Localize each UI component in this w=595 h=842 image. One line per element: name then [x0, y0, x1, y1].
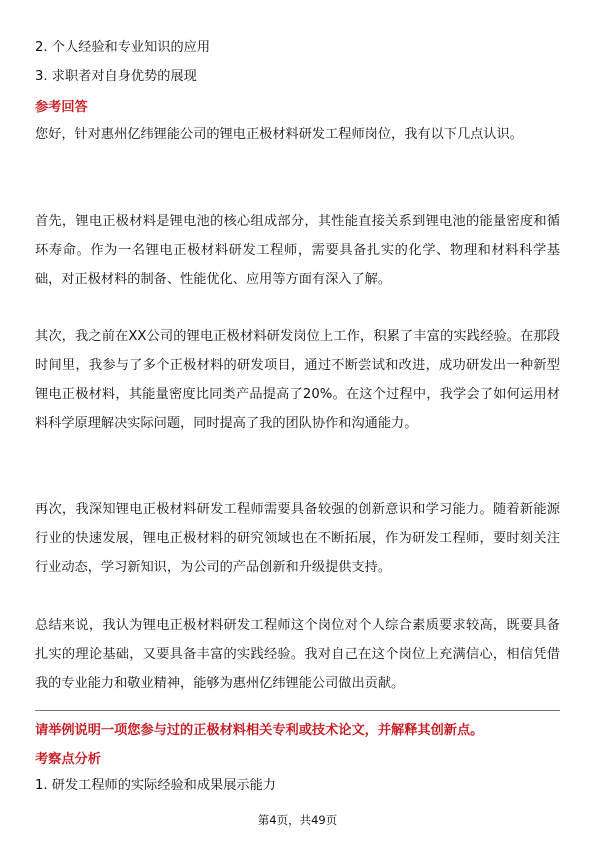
answer-paragraph-third: 再次，我深知锂电正极材料研发工程师需要具备较强的创新意识和学习能力。随着新能源行业的快速发展，锂电正极材料的研究领域也在不断拓展，作为研发工程师，要时刻关注行业动态，学习新知识，为公司的产品创新和升级提供支持。	[35, 502, 560, 575]
analysis-heading: 考察点分析	[35, 752, 101, 767]
analysis-item-1: 1. 研发工程师的实际经验和成果展示能力	[35, 778, 276, 793]
answer-paragraph-summary: 总结来说，我认为锂电正极材料研发工程师这个岗位对个人综合素质要求较高，既要具备扎实的理论基础，又要具备丰富的实践经验。我对自己在这个岗位上充满信心，相信凭借我的专业能力和敬业精神，能够为惠州亿纬锂能公司做出贡献。	[35, 618, 560, 691]
answer-heading: 参考回答	[35, 100, 88, 115]
answer-paragraph-first: 首先，锂电正极材料是锂电池的核心组成部分，其性能直接关系到锂电池的能量密度和循环寿命。作为一名锂电正极材料研发工程师，需要具备扎实的化学、物理和材料科学基础，对正极材料的制备、性能优化、应用等方面有深入了解。	[35, 214, 560, 287]
answer-paragraph-second: 其次，我之前在XX公司的锂电正极材料研发岗位上工作，积累了丰富的实践经验。在那段时间里，我参与了多个正极材料的研发项目，通过不断尝试和改进，成功研发出一种新型锂电正极材料，其能量密度比同类产品提高了20%。在这个过程中，我学会了如何运用材料科学原理解决实际问题，同时提高了我的团队协作和沟通能力。	[35, 329, 560, 431]
next-question: 请举例说明一项您参与过的正极材料相关专利或技术论文，并解释其创新点。	[35, 723, 484, 738]
point-item-2: 2. 个人经验和专业知识的应用	[35, 40, 211, 55]
section-divider	[35, 710, 560, 711]
page-number-footer: 第4页，共49页	[257, 813, 338, 827]
answer-paragraph-intro: 您好，针对惠州亿纬锂能公司的锂电正极材料研发工程师岗位，我有以下几点认识。	[35, 127, 523, 142]
point-item-3: 3. 求职者对自身优势的展现	[35, 69, 197, 84]
